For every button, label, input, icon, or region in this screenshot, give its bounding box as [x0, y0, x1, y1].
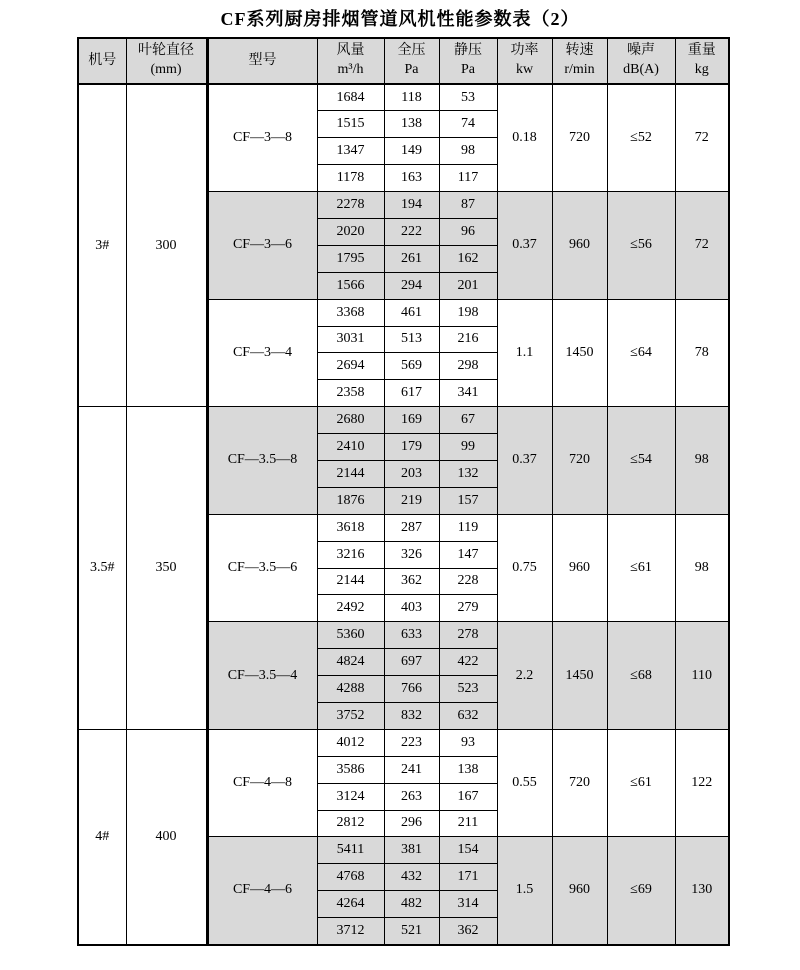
total-pressure-cell: 633 [384, 622, 439, 649]
speed-cell: 720 [552, 729, 607, 837]
model-cell: CF—3—6 [207, 192, 317, 300]
speed-cell: 720 [552, 84, 607, 192]
static-pressure-cell: 198 [439, 299, 497, 326]
speed-cell: 960 [552, 192, 607, 300]
noise-cell: ≤61 [607, 729, 675, 837]
static-pressure-cell: 201 [439, 272, 497, 299]
flow-cell: 4824 [317, 649, 384, 676]
flow-cell: 4288 [317, 676, 384, 703]
total-pressure-cell: 222 [384, 218, 439, 245]
static-pressure-cell: 74 [439, 111, 497, 138]
weight-cell: 72 [675, 84, 729, 192]
header-label: 机号 [88, 52, 117, 68]
flow-cell: 3586 [317, 756, 384, 783]
model-cell: CF—3.5—8 [207, 407, 317, 515]
static-pressure-cell: 119 [439, 514, 497, 541]
flow-cell: 1347 [317, 138, 384, 165]
static-pressure-cell: 93 [439, 729, 497, 756]
weight-cell: 98 [675, 514, 729, 622]
col-header-air-flow [317, 38, 384, 84]
speed-cell: 1450 [552, 299, 607, 407]
machine-no-cell: 4# [78, 729, 126, 944]
flow-cell: 1178 [317, 165, 384, 192]
table-body [78, 84, 729, 945]
static-pressure-cell: 87 [439, 192, 497, 219]
header-unit: r/min [564, 62, 595, 77]
static-pressure-cell: 314 [439, 891, 497, 918]
header-label: 转速 [565, 43, 594, 59]
flow-cell: 1795 [317, 245, 384, 272]
header-unit: kg [694, 62, 709, 77]
flow-cell: 4264 [317, 891, 384, 918]
col-header-power [497, 38, 552, 84]
speed-cell: 960 [552, 514, 607, 622]
total-pressure-cell: 138 [384, 111, 439, 138]
flow-cell: 3124 [317, 783, 384, 810]
total-pressure-cell: 432 [384, 864, 439, 891]
static-pressure-cell: 99 [439, 434, 497, 461]
total-pressure-cell: 163 [384, 165, 439, 192]
total-pressure-cell: 326 [384, 541, 439, 568]
model-cell: CF—4—6 [207, 837, 317, 945]
col-header-machine-no [78, 38, 126, 84]
power-cell: 0.37 [497, 407, 552, 515]
flow-cell: 3216 [317, 541, 384, 568]
static-pressure-cell: 362 [439, 918, 497, 945]
header-unit: kw [515, 62, 534, 77]
total-pressure-cell: 179 [384, 434, 439, 461]
total-pressure-cell: 118 [384, 84, 439, 111]
header-label: 重量 [687, 43, 716, 59]
header-unit: m³/h [337, 62, 364, 77]
flow-cell: 1876 [317, 487, 384, 514]
static-pressure-cell: 132 [439, 460, 497, 487]
machine-no-cell: 3.5# [78, 407, 126, 730]
weight-cell: 110 [675, 622, 729, 730]
weight-cell: 78 [675, 299, 729, 407]
static-pressure-cell: 67 [439, 407, 497, 434]
total-pressure-cell: 381 [384, 837, 439, 864]
total-pressure-cell: 461 [384, 299, 439, 326]
total-pressure-cell: 169 [384, 407, 439, 434]
noise-cell: ≤64 [607, 299, 675, 407]
flow-cell: 2144 [317, 460, 384, 487]
impeller-diameter-cell: 350 [126, 407, 207, 730]
table-header [78, 38, 729, 84]
header-label: 风量 [336, 43, 365, 59]
page-title: CF系列厨房排烟管道风机性能参数表（2） [220, 9, 580, 29]
static-pressure-cell: 632 [439, 702, 497, 729]
flow-cell: 1684 [317, 84, 384, 111]
static-pressure-cell: 98 [439, 138, 497, 165]
flow-cell: 3031 [317, 326, 384, 353]
header-row [78, 38, 729, 84]
weight-cell: 130 [675, 837, 729, 945]
header-label: 全压 [397, 43, 426, 59]
power-cell: 0.55 [497, 729, 552, 837]
power-cell: 0.75 [497, 514, 552, 622]
flow-cell: 3618 [317, 514, 384, 541]
flow-cell: 3712 [317, 918, 384, 945]
table-row [78, 729, 729, 756]
model-cell: CF—3—8 [207, 84, 317, 192]
noise-cell: ≤68 [607, 622, 675, 730]
header-unit: Pa [461, 62, 475, 77]
total-pressure-cell: 263 [384, 783, 439, 810]
table-row [78, 407, 729, 434]
col-header-impeller-diameter [126, 38, 207, 84]
total-pressure-cell: 194 [384, 192, 439, 219]
total-pressure-cell: 149 [384, 138, 439, 165]
col-header-weight [675, 38, 729, 84]
col-header-noise [607, 38, 675, 84]
model-cell: CF—3.5—4 [207, 622, 317, 730]
static-pressure-cell: 117 [439, 165, 497, 192]
total-pressure-cell: 296 [384, 810, 439, 837]
speed-cell: 960 [552, 837, 607, 945]
header-unit: (mm) [150, 62, 182, 77]
flow-cell: 5411 [317, 837, 384, 864]
flow-cell: 2358 [317, 380, 384, 407]
static-pressure-cell: 167 [439, 783, 497, 810]
power-cell: 2.2 [497, 622, 552, 730]
total-pressure-cell: 482 [384, 891, 439, 918]
static-pressure-cell: 157 [439, 487, 497, 514]
col-header-model [207, 38, 317, 84]
weight-cell: 72 [675, 192, 729, 300]
static-pressure-cell: 422 [439, 649, 497, 676]
static-pressure-cell: 154 [439, 837, 497, 864]
fan-spec-table [77, 37, 730, 946]
header-label: 叶轮直径 [138, 43, 194, 59]
static-pressure-cell: 162 [439, 245, 497, 272]
total-pressure-cell: 403 [384, 595, 439, 622]
total-pressure-cell: 219 [384, 487, 439, 514]
noise-cell: ≤54 [607, 407, 675, 515]
total-pressure-cell: 569 [384, 353, 439, 380]
flow-cell: 2144 [317, 568, 384, 595]
total-pressure-cell: 294 [384, 272, 439, 299]
model-cell: CF—3.5—6 [207, 514, 317, 622]
total-pressure-cell: 766 [384, 676, 439, 703]
header-label: 静压 [454, 43, 482, 59]
total-pressure-cell: 832 [384, 702, 439, 729]
col-header-total-pressure [384, 38, 439, 84]
total-pressure-cell: 521 [384, 918, 439, 945]
flow-cell: 3752 [317, 702, 384, 729]
header-label: 功率 [510, 43, 539, 59]
total-pressure-cell: 203 [384, 460, 439, 487]
static-pressure-cell: 278 [439, 622, 497, 649]
power-cell: 0.18 [497, 84, 552, 192]
static-pressure-cell: 523 [439, 676, 497, 703]
weight-cell: 98 [675, 407, 729, 515]
flow-cell: 2278 [317, 192, 384, 219]
machine-no-cell: 3# [78, 84, 126, 407]
noise-cell: ≤69 [607, 837, 675, 945]
power-cell: 1.5 [497, 837, 552, 945]
flow-cell: 2680 [317, 407, 384, 434]
power-cell: 0.37 [497, 192, 552, 300]
header-label: 噪声 [627, 43, 655, 59]
total-pressure-cell: 223 [384, 729, 439, 756]
static-pressure-cell: 138 [439, 756, 497, 783]
power-cell: 1.1 [497, 299, 552, 407]
header-unit: Pa [404, 62, 419, 77]
col-header-static-pressure [439, 38, 497, 84]
header-label: 型号 [248, 52, 277, 68]
table-row [78, 84, 729, 111]
flow-cell: 4768 [317, 864, 384, 891]
noise-cell: ≤56 [607, 192, 675, 300]
static-pressure-cell: 96 [439, 218, 497, 245]
flow-cell: 1515 [317, 111, 384, 138]
static-pressure-cell: 211 [439, 810, 497, 837]
static-pressure-cell: 279 [439, 595, 497, 622]
static-pressure-cell: 228 [439, 568, 497, 595]
flow-cell: 1566 [317, 272, 384, 299]
model-cell: CF—3—4 [207, 299, 317, 407]
header-unit: dB(A) [623, 62, 659, 77]
flow-cell: 5360 [317, 622, 384, 649]
total-pressure-cell: 362 [384, 568, 439, 595]
speed-cell: 1450 [552, 622, 607, 730]
flow-cell: 2020 [317, 218, 384, 245]
static-pressure-cell: 53 [439, 84, 497, 111]
static-pressure-cell: 216 [439, 326, 497, 353]
flow-cell: 4012 [317, 729, 384, 756]
total-pressure-cell: 287 [384, 514, 439, 541]
static-pressure-cell: 171 [439, 864, 497, 891]
flow-cell: 2410 [317, 434, 384, 461]
flow-cell: 3368 [317, 299, 384, 326]
weight-cell: 122 [675, 729, 729, 837]
col-header-speed [552, 38, 607, 84]
flow-cell: 2492 [317, 595, 384, 622]
noise-cell: ≤52 [607, 84, 675, 192]
speed-cell: 720 [552, 407, 607, 515]
noise-cell: ≤61 [607, 514, 675, 622]
static-pressure-cell: 298 [439, 353, 497, 380]
static-pressure-cell: 147 [439, 541, 497, 568]
flow-cell: 2694 [317, 353, 384, 380]
static-pressure-cell: 341 [439, 380, 497, 407]
total-pressure-cell: 617 [384, 380, 439, 407]
total-pressure-cell: 241 [384, 756, 439, 783]
impeller-diameter-cell: 300 [126, 84, 207, 407]
flow-cell: 2812 [317, 810, 384, 837]
impeller-diameter-cell: 400 [126, 729, 207, 944]
total-pressure-cell: 697 [384, 649, 439, 676]
total-pressure-cell: 261 [384, 245, 439, 272]
total-pressure-cell: 513 [384, 326, 439, 353]
model-cell: CF—4—8 [207, 729, 317, 837]
